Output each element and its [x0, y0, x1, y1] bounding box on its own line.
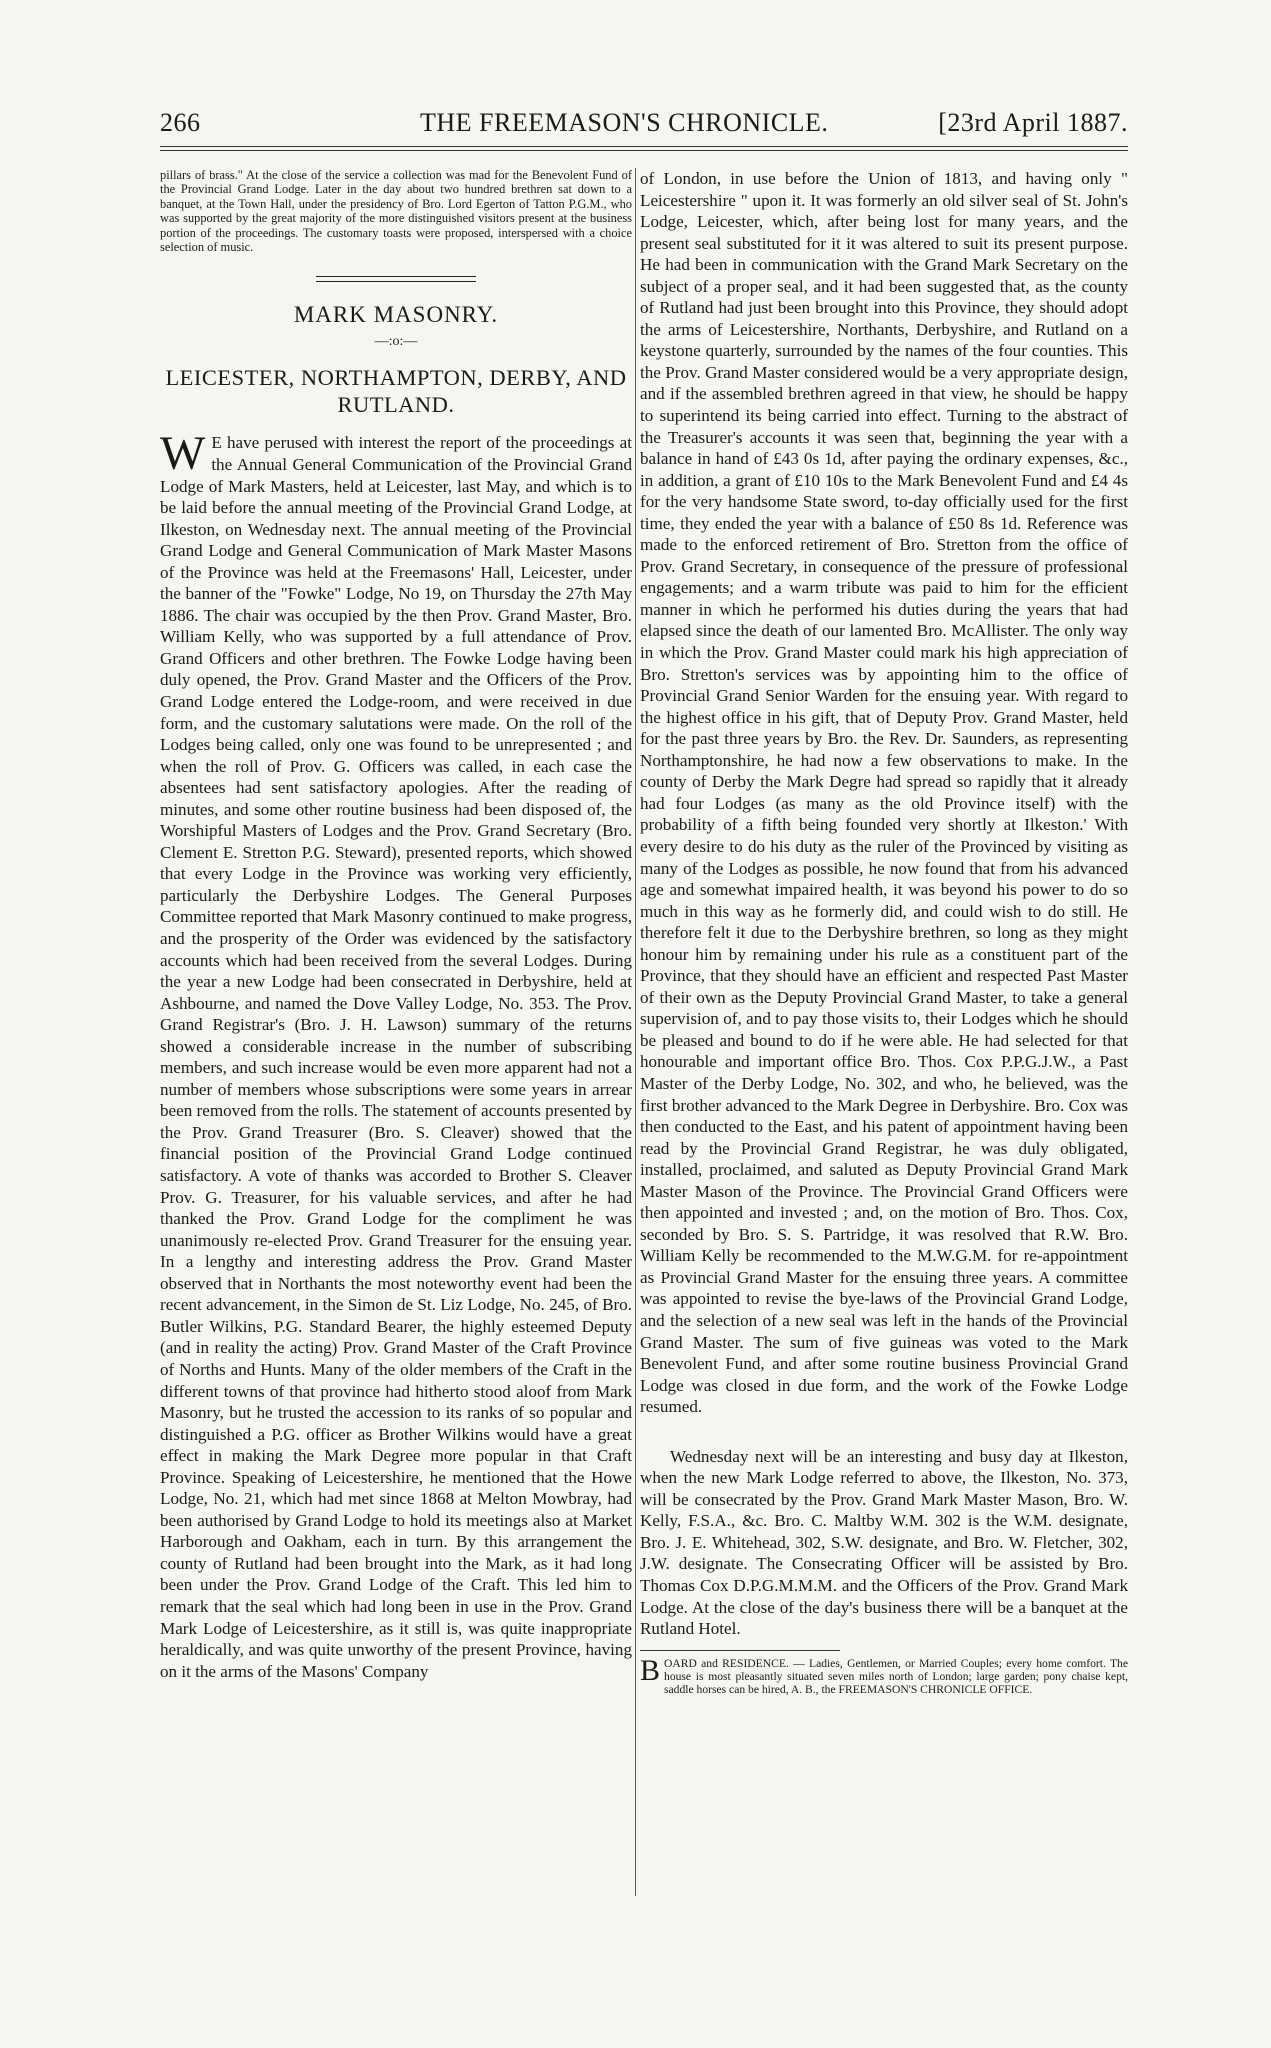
- page-header: [160, 108, 1128, 142]
- drop-cap: W: [160, 427, 206, 481]
- advert-initial: B: [640, 1653, 661, 1687]
- section-double-rule: [316, 276, 476, 282]
- paragraph-gap: [640, 1418, 1128, 1446]
- advert-rule: [640, 1650, 840, 1651]
- classified-advert: [640, 1653, 1128, 1697]
- masthead-title: THE FREEMASON'S CHRONICLE.: [420, 108, 829, 137]
- section-heading: MARK MASONRY.: [293, 302, 499, 328]
- advert-text: OARD and RESIDENCE. — Ladies, Gentlemen, or Married Couples; every home comfort. The house is most pleasantly situated seven miles north of London; large garden; pony chaise kept, saddle horses can be hired, A. B., the FREEMASON'S CHRONICLE OFFICE.: [664, 1656, 1128, 1697]
- page-number: 266: [160, 108, 201, 137]
- intro-paragraph: pillars of brass." At the close of the service a collection was mad for the Benevolent Fund of the Provincial Grand Lodge. Later in the day about two hundred brethren sat down to a banquet, at the Town Hall, under the presidency of Bro. Lord Egerton of Tatton P.G.M., who was supported by the great majority of the more distinguished visitors present at the business portion of the proceedings. The customary toasts were proposed, interspersed with a choice selection of music.: [160, 168, 632, 255]
- issue-date: [23rd April 1887.: [938, 108, 1128, 137]
- left-column: [160, 168, 632, 1682]
- notice-paragraph: Wednesday next will be an interesting and busy day at Ilkeston, when the new Mark Lodge referred to above, the Ilkeston, No. 373, will be consecrated by the Prov. Grand Mark Master Mason, Bro. W. Kelly, F.S.A., &c. Bro. C. Maltby W.M. 302 is the W.M. designate, Bro. J. E. Whitehead, 302, S.W. designate, and Bro. W. Fletcher, 302, J.W. designate. The Consecrating Officer will be assisted by Bro. Thomas Cox D.P.G.M.M.M. and the Officers of the Prov. Grand Mark Lodge. At the close of the day's business there will be a banquet at the Rutland Hotel.: [640, 1446, 1128, 1639]
- article-body-left: [160, 427, 632, 1682]
- header-rule-bottom: [160, 150, 1128, 151]
- article-subheading: LEICESTER, NORTHAMPTON, DERBY, AND RUTLAND.: [165, 365, 627, 418]
- header-rule-top: [160, 146, 1128, 147]
- article-text-left: E have perused with interest the report of the proceedings at the Annual General Communication of the Provincial Grand Lodge of Mark Masters, held at Leicester, last May, and which is to be laid before the annual meeting of the Provincial Grand Lodge, at Ilkeston, on Wednesday next. The annual meeting of the Provincial Grand Lodge and General Communication of Mark Master Masons of the Province was held at the Freemasons' Hall, Leicester, under the banner of the "Fowke" Lodge, No 19, on Thursday the 27th May 1886. The chair was occupied by the then Prov. Grand Master, Bro. William Kelly, who was supported by a full attendance of Prov. Grand Officers and other brethren. The Fowke Lodge having been duly opened, the Prov. Grand Master and the Officers of the Prov. Grand Lodge entered the Lodge-room, and were received in due form, and the customary salutations were made. On the roll of the Lodges being called, only one was found to be unrepresented ; and when the roll of Prov. G. Officers was called, in each case the absentees had sent satisfactory apologies. After the reading of minutes, and some other routine business had been disposed of, the Worshipful Masters of Lodges and the Prov. Grand Secretary (Bro. Clement E. Stretton P.G. Steward), presented reports, which showed that every Lodge in the Province was working very efficiently, particularly the Derbyshire Lodges. The General Purposes Committee reported that Mark Masonry continued to make progress, and the prosperity of the Order was evidenced by the satisfactory accounts which had been received from the several Lodges. During the year a new Lodge had been consecrated in Derbyshire, held at Ashbourne, and named the Dove Valley Lodge, No. 353. The Prov. Grand Registrar's (Bro. J. H. Lawson) summary of the returns showed a considerable increase in the number of subscribing members, and such increase would be even more apparent had not a number of members whose subscriptions were some years in arrear been removed from the rolls. The statement of accounts presented by the Prov. Grand Treasurer (Bro. S. Cleaver) showed that the financial position of the Provincial Grand Lodge continued satisfactory. A vote of thanks was accorded to Brother S. Cleaver Prov. G. Treasurer, for his valuable services, and after he had thanked the Prov. Grand Lodge for the compliment he was unanimously re-elected Prov. Grand Treasurer for the ensuing year. In a lengthy and interesting address the Prov. Grand Master observed that in Northants the most noteworthy event had been the recent advancement, in the Simon de St. Liz Lodge, No. 245, of Bro. Butler Wilkins, P.G. Standard Bearer, the highly esteemed Deputy (and in reality the acting) Prov. Grand Master of the Craft Province of Norths and Hunts. Many of the older members of the Craft in the different towns of that province had hitherto stood aloof from Mark Masonry, but he trusted the accession to its ranks of so popular and distinguished a P.G. officer as Brother Wilkins would have a great effect in making the Mark Degree more popular in that Craft Province. Speaking of Leicestershire, he mentioned that the Howe Lodge, No. 21, which had met since 1868 at Melton Mowbray, had been authorised by Grand Lodge to hold its meetings also at Market Harborough and Oakham, each in turn. By this arrangement the county of Rutland had been brought into the Mark, as it had long been under the Prov. Grand Lodge of the Craft. This led him to remark that the seal which had long been in use in the Prov. Grand Mark Lodge of Leicestershire, as it still is, was quite inappropriate heraldically, and was quite unworthy of the present Province, having on it the arms of the Masons' Company: [160, 433, 632, 1681]
- right-column: [640, 168, 1128, 1697]
- article-body-right: of London, in use before the Union of 1813, and having only " Leicestershire " upon it. It was formerly an old silver seal of St. John's Lodge, Leicester, which, after being lost for many years, and the present seal substituted for it it was altered to suit its present purpose. He had been in communication with the Grand Mark Secretary on the subject of a proper seal, and it had been suggested that, as the county of Rutland had just been brought into this Province, they should adopt the arms of Leicestershire, Northants, Derbyshire, and Rutland on a keystone quarterly, surrounded by the names of the four counties. This the Prov. Grand Master considered would be a very appropriate design, and if the assembled brethren agreed in that view, he should be happy to superintend its being carried into effect. Turning to the abstract of the Treasurer's accounts it was seen that, beginning the year with a balance in hand of £43 0s 1d, after paying the ordinary expenses, &c., in addition, a grant of £10 10s to the Mark Benevolent Fund and £4 4s for the very handsome State sword, to-day officially used for the first time, they ended the year with a balance of £50 8s 1d. Reference was made to the enforced retirement of Bro. Stretton from the office of Prov. Grand Secretary, in consequence of the pressure of professional engagements; and a warm tribute was paid to him for the efficient manner in which he performed his duties during the years that had elapsed since the death of our lamented Bro. McAllister. The only way in which the Prov. Grand Master could mark his high appreciation of Bro. Stretton's services was by appointing him to the office of Provincial Grand Senior Warden for the ensuing year. With regard to the highest office in his gift, that of Deputy Prov. Grand Master, held for the past three years by Bro. the Rev. Dr. Saunders, as representing Northamptonshire, he had now a few observations to make. In the county of Derby the Mark Degre had spread so rapidly that it already had four Lodges (as many as the old Province itself) with the probability of a fifth being founded very shortly at Ilkeston.' With every desire to do his duty as the ruler of the Provinced by visiting as many of the Lodges as possible, he now found that from his advanced age and somewhat impaired health, it was beyond his power to do so much in this way as he formerly did, and could wish to do still. He therefore felt it due to the Derbyshire brethren, so long as they might honour him by remaining under his rule as a constituent part of the Province, that they should have an efficient and respected Past Master of their own as the Deputy Provincial Grand Master, to take a general supervision of, and to pay those visits to, their Lodges which he should be pleased and bound to do if he were able. He had selected for that honourable and important office Bro. Thos. Cox P.P.G.J.W., a Past Master of the Derby Lodge, No. 302, and who, he believed, was the first brother advanced to the Mark Degree in Derbyshire. Bro. Cox was then conducted to the East, and his patent of appointment having been read by the Provincial Grand Registrar, he was duly obligated, installed, proclaimed, and saluted as Deputy Provincial Grand Mark Master Mason of the Province. The Provincial Grand Officers were then appointed and invested ; and, on the motion of Bro. Thos. Cox, seconded by Bro. S. S. Partridge, it was resolved that R.W. Bro. William Kelly be recommended to the M.W.G.M. for re-appointment as Provincial Grand Master for the ensuing three years. A committee was appointed to revise the bye-laws of the Provincial Grand Lodge, and the selection of a new seal was left in the hands of the Provincial Grand Master. The sum of five guineas was voted to the Mark Benevolent Fund, and after some routine business Provincial Grand Lodge was closed in due form, and the work of the Fowke Lodge resumed.: [640, 169, 1128, 1417]
- heading-ornament: —:o:—: [374, 334, 418, 350]
- column-separator: [635, 168, 636, 1896]
